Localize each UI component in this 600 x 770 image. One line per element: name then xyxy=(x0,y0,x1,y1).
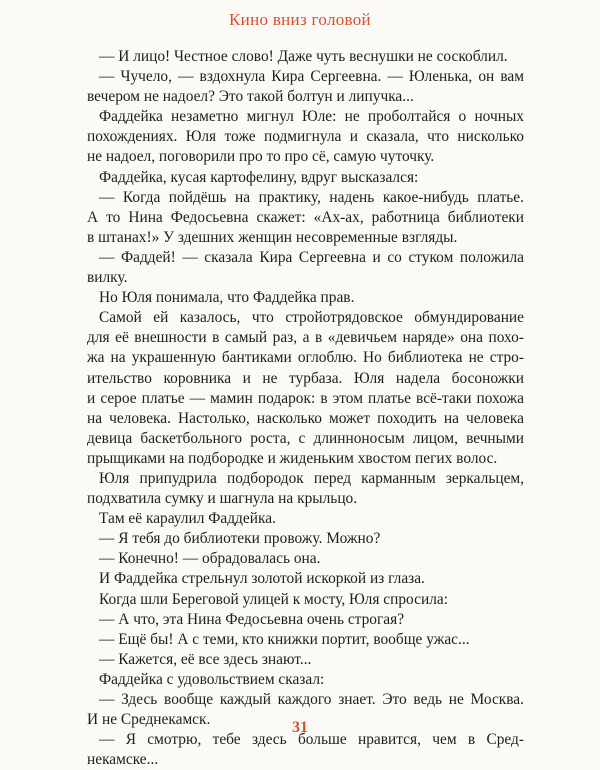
text-line: вечером не надоел? Это такой болтун и липучка... xyxy=(87,88,414,106)
text-line: — Фаддей! — сказала Кира Сергеевна и со стуком положила xyxy=(99,248,524,266)
text-line: Но Юля понимала, что Фаддейка прав. xyxy=(99,289,355,307)
text-line: Самой ей казалось, что стройотрядовское обмундирование xyxy=(99,309,524,327)
text-line: жа на украшенную бантиками оглоблю. Но библиотека не стро- xyxy=(87,349,524,367)
text-line: на человека. Настолько, насколько может походить на человека xyxy=(87,409,524,427)
text-line: — И лицо! Честное слово! Даже чуть веснушки не соскоблил. xyxy=(99,48,508,65)
text-line: — Кажется, её все здесь знают... xyxy=(99,650,312,668)
text-line: Фаддейка, кусая картофелину, вдруг высказался: xyxy=(99,168,419,186)
body-text xyxy=(87,47,524,770)
text-line: Там её караулил Фаддейка. xyxy=(99,510,276,528)
text-line: И Фаддейка стрельнул золотой искоркой из глаза. xyxy=(99,570,425,588)
text-line: ительство коровника и не турбаза. Юля надела босоножки xyxy=(87,369,524,387)
text-line: похождениях. Юля тоже подмигнула и сказала, что нисколько xyxy=(87,128,524,146)
text-line: — Я смотрю, тебе здесь больше нравится, чем в Сред- xyxy=(99,731,524,749)
text-line: для её внешности в самый раз, а в «девичьем наряде» она похо- xyxy=(87,329,524,347)
text-line: подхватила сумку и шагнула на крыльцо. xyxy=(87,490,358,508)
text-line: девица баскетбольного роста, с длинноносым лицом, вечными xyxy=(87,429,524,447)
text-line: — Ещё бы! А с теми, кто книжки портит, вообще ужас... xyxy=(99,630,470,648)
text-line: не надоел, поговорили про то про сё, самую чуточку. xyxy=(87,148,435,166)
text-line: некамске... xyxy=(87,751,159,769)
text-line: Фаддейка с удовольствием сказал: xyxy=(99,670,325,688)
text-line: и серое платье — мамин подарок: в этом платье всё-таки похожа xyxy=(87,389,524,407)
text-line: Когда шли Береговой улицей к мосту, Юля спросила: xyxy=(99,590,448,608)
text-line: — Конечно! — обрадовалась она. xyxy=(99,550,321,568)
text-line: — Когда пойдёшь на практику, надень какое-нибудь платье. xyxy=(99,188,524,206)
running-title: Кино вниз головой xyxy=(229,10,371,29)
text-line: — Я тебя до библиотеки провожу. Можно? xyxy=(99,530,381,548)
text-line: Юля припудрила подбородок перед карманным зеркальцем, xyxy=(99,469,524,487)
text-line: А то Нина Федосьевна скажет: «Ах-ах, работница библиотеки xyxy=(87,208,524,226)
text-line: — Чучело, — вздохнула Кира Сергеевна. — Юленька, он вам xyxy=(99,68,524,86)
text-line: прыщиками на подбородке и жиденьким хвостом пегих волос. xyxy=(87,449,498,467)
text-line: И не Среднекамск. xyxy=(87,711,211,729)
text-line: — Здесь вообще каждый каждого знает. Это ведь не Москва. xyxy=(99,691,524,708)
text-line: — А что, эта Нина Федосьевна очень строгая? xyxy=(99,610,405,628)
text-line: Фаддейка незаметно мигнул Юле: не проболтайся о ночных xyxy=(99,108,524,126)
text-line: вилку. xyxy=(87,269,128,287)
text-line: в штанах!» У здешних женщин несовременные взгляды. xyxy=(87,228,458,246)
page-number: 31 xyxy=(292,719,308,736)
